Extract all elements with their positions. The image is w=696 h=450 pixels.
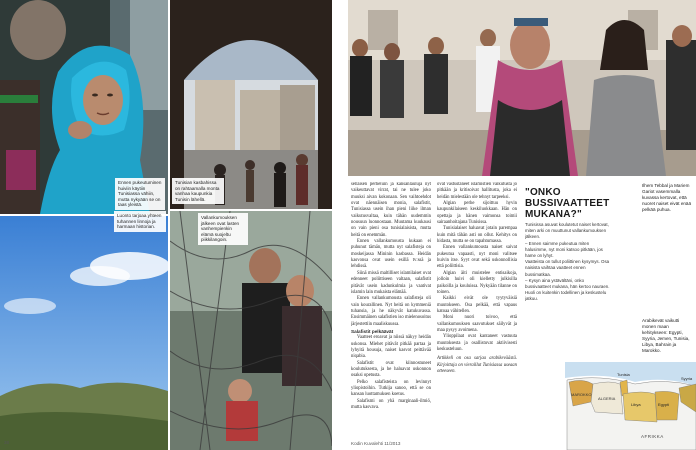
box-p5: Huoli on kuitenkin todellinen ja keskustelu jatkuu. [525, 290, 607, 302]
box-p2: – Ennen saimme pukeutua miten halusimme, nyt moni katsoo pitkään, jos hame on lyhyt. [525, 240, 603, 259]
magazine-footer: Kodin Kuvalehti 11/2013 [351, 441, 401, 446]
col2-p4: Ennen vallankumousta naiset saivat pukeutua vapaasti, nyt moni valitsee huivin itse. Syyt ovat sekä uskonnollisia että poliittisia. [437, 245, 517, 270]
sky-illustration [0, 216, 168, 450]
article-column-1 [351, 182, 431, 437]
photo-group-women [348, 0, 696, 176]
col2-p2: Algian perhe sijoittuu hyvin kaupunkilaiseen keskiluokkaan. Hän on opettaja ja hänen vaimonsa toimii sairaanhoitajana Tunisissa. [437, 201, 517, 226]
col2-p1: ovat vastustaneet islamistien vaikutusta jo pitkään ja kritisoivat hallitusta, joka ei heidän mielestään ole tehnyt tarpeeksi. [437, 182, 517, 200]
box-title-line-3: MUKANA?" [525, 209, 582, 220]
map-label-syyria: Syyria [681, 376, 693, 381]
caption-wire: Vallankumouksen jälkeen ovat lasten vanhempienkin elämä suojeltu piikkilangoin. [198, 213, 248, 245]
side-caption-bottom: Arabikevät vaikutti monen maan kehitykseen: Egypti, Syyria, Jemen, Tunisia, Libya, Bahrain ja Marokko. [642, 318, 690, 353]
box-title-line-1: "ONKO [525, 187, 561, 198]
box-title [525, 187, 613, 220]
col1-p2: Ennen vallankumousta kukaan ei puhunut tämän, mutta nyt salafisteja on moskeijassa Mininin kasbassa. Heidän kasvonsa ovat usein esillä tv:ssä ja lehdissä. [351, 239, 431, 270]
box-p4: – Kysyn aina ystävältäni, onko bussivaatteet mukana, hän kertoo nauraen. [525, 277, 610, 290]
col2-byline: Artikkeli on osa sarjaa arabikeväästä. Kirjoittaja on vieraillut Tunisiassa useaan otteeseen. [437, 356, 517, 374]
photo-sky-landscape [0, 216, 168, 450]
col2-p3: Tunisialaiset haluavat jotain parempaa kuin mitä tähän asti on ollut. Kehitys on hidasta, mutta se on tapahtumassa. [437, 226, 517, 245]
caption-sky: Luonto tarjoaa yhteen tuhannen linnoja ja harmaan historian. [114, 211, 166, 232]
wire-illustration [170, 211, 332, 450]
map-label-tunisia: Tunisia [617, 372, 630, 377]
box-p3: Vaatteista on tullut poliittinen kysymys. Osa naisista vaihtaa vaatteet ennen bussimatkaa. [525, 259, 610, 277]
photo-wire-family [170, 211, 332, 450]
map-label-libya: Libya [631, 402, 641, 407]
col1-p7: Pelko salafisteista on levinnyt yliopistoihin. Tutkija sanoo, että se on kansan luottamuksen koetus. [351, 379, 431, 398]
box-title-line-2: BUSSIVAATTEET [525, 198, 610, 209]
map-label-algeria: ALGERIA [598, 396, 616, 401]
col1-subheading: Salafistit pelkäävät [351, 328, 394, 334]
map-label-marokko: MAROKKO [571, 392, 592, 397]
caption-arch: Tunisian kasbahissa on rahtaamalla monta vanhaa kaupunkia Tunisin lähellä. [172, 178, 224, 204]
map-label-afrikka: AFRIKKA [641, 434, 664, 439]
col1-p6: Salafistit ovat kiinnostuneet koulutuksesta, ja he haluavat uskonnon osaksi opetusta. [351, 360, 431, 379]
col2-p7: Moni nuori toivoo, että vallankumouksen saavutukset säilyvät ja maa pysyy avoimena. [437, 315, 517, 333]
box-p1: Tunisissa asuvat koulutetut naiset kertovat, miten arki on muuttunut vallankumouksen jälkeen. [525, 222, 609, 240]
col1-p4: Ennen vallankumousta salafisteja oli vain kourallinen. Nyt heitä on kymmeniä tuhansia, ja he näkyvät katukuvassa. Ensimmäinen salafistien iso mielenosoitus järjestettiin maaliskuussa. [351, 296, 431, 327]
page-number-left: 38 [4, 440, 10, 445]
col1-p1: sellaisen perheluin ja kansanlauluja nyt vaikeuttavat virrat, tai ne tulee joko muuksi aivan kokonaan. Sen vaihtoehdot ovat näennäisen monia, salafistit, Tunisiassa usein ihan pieni liike ilman vaikutusvaltaa, kuin tähän uudemmin nousuun luonnostaan. Muutama kuukausi on vain pieni osa tunisialaisista, mutta heitä on enemmän. [351, 182, 431, 238]
col1-p8: Salafismi on yhä marginaali-ilmiö, mutta kasvava. [351, 398, 431, 411]
map-north-africa [565, 362, 696, 450]
col1-p3: Siinä missä maltilliset islamilaiset ovat edenneet poliittiseen valtaan, salafistit pitävät usein kadunkulmia ja vaativat islamin lain mukaista elämää. [351, 270, 431, 295]
box-body [525, 222, 611, 372]
map-label-egypti: Egypti [658, 402, 670, 407]
col1-p5: Vaatteet eroavat ja niissä näkyy heidän uskonsa. Miehet pitävät pitkää partaa ja lyhyitä housuja, naiset kasvot peittävää niqabia. [351, 335, 431, 360]
article-column-2 [437, 182, 517, 437]
caption-woman: Ennen pukeutuminen huiviin käytiin Tunisiassa vähiin, mutta nykyään se on taas yleistä. [115, 178, 165, 210]
group-illustration [348, 0, 696, 176]
col2-p8: Ylioppilaat ovat kantaneet vastuuta muutoksesta ja osallistuvat aktiivisesti keskusteluun. [437, 334, 517, 352]
col2-p5: Algian äiti muistelee entisaikoja, jolloin huivi oli kielletty julkisilla paikoilla ja kouluissa. Nykyään tilanne on toinen. [437, 270, 517, 295]
map-svg [565, 362, 696, 450]
col2-p6: Kaikki eivät ole tyytyväisiä muutokseen. Osa pelkää, että vapaus katoaa vähitellen. [437, 296, 517, 314]
side-caption-top: Ilhem Tebbal ja Mariem Gariot vasemmalla kuvassa kertovat, että nuoret naiset eivät enää pelkää puhua. [642, 183, 692, 212]
